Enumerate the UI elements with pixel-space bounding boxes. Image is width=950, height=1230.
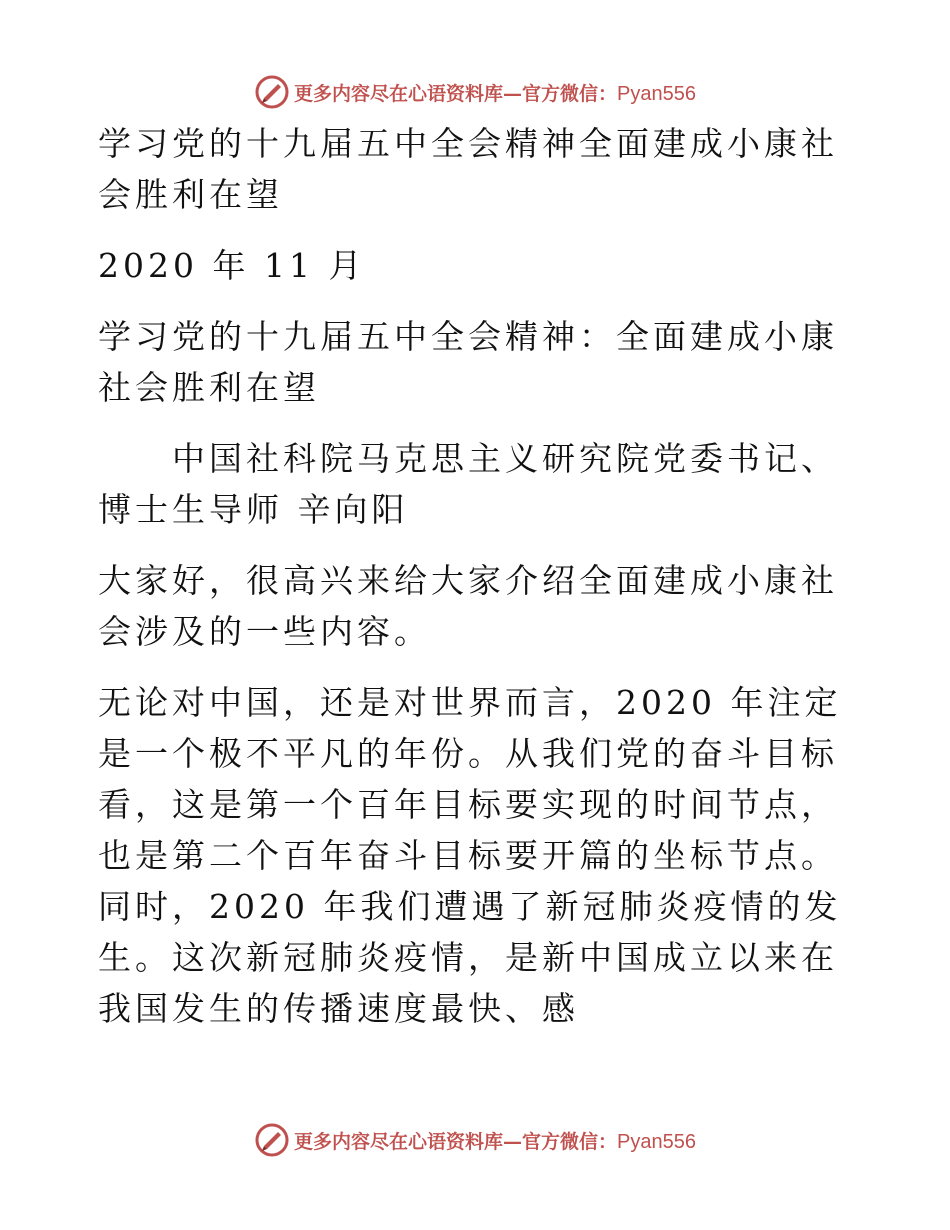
document-title: 学习党的十九届五中全会精神全面建成小康社会胜利在望 bbox=[98, 124, 838, 214]
footer-watermark bbox=[0, 1120, 950, 1160]
watermark-handle: Pyan556 bbox=[617, 82, 696, 105]
header-watermark bbox=[0, 72, 950, 112]
document-date: 2020 年 11 月 bbox=[98, 246, 366, 285]
watermark-handle: Pyan556 bbox=[617, 1130, 696, 1153]
watermark-text: 更多内容尽在心语资料库—官方微信：Pyan556 bbox=[294, 1130, 696, 1153]
paragraph: 大家好，很高兴来给大家介绍全面建成小康社会涉及的一些内容。 bbox=[98, 561, 838, 651]
document-subtitle: 学习党的十九届五中全会精神：全面建成小康社会胜利在望 bbox=[98, 317, 838, 407]
document-author: 中国社科院马克思主义研究院党委书记、博士生导师 辛向阳 bbox=[98, 439, 838, 529]
watermark-text: 更多内容尽在心语资料库—官方微信：Pyan556 bbox=[294, 82, 696, 105]
document-body bbox=[98, 118, 858, 1054]
pen-logo-icon bbox=[254, 74, 290, 110]
paragraph: 无论对中国，还是对世界而言，2020 年注定是一个极不平凡的年份。从我们党的奋斗目标看，这是第一个百年目标要实现的时间节点，也是第二个百年奋斗目标要开篇的坐标节点。同时，2020 年我们遭遇了新冠肺炎疫情的发生。这次新冠肺炎疫情，是新中国成立以来在我国发生的传播速度最快、感 bbox=[98, 683, 842, 1028]
pen-logo-icon bbox=[254, 1122, 290, 1158]
